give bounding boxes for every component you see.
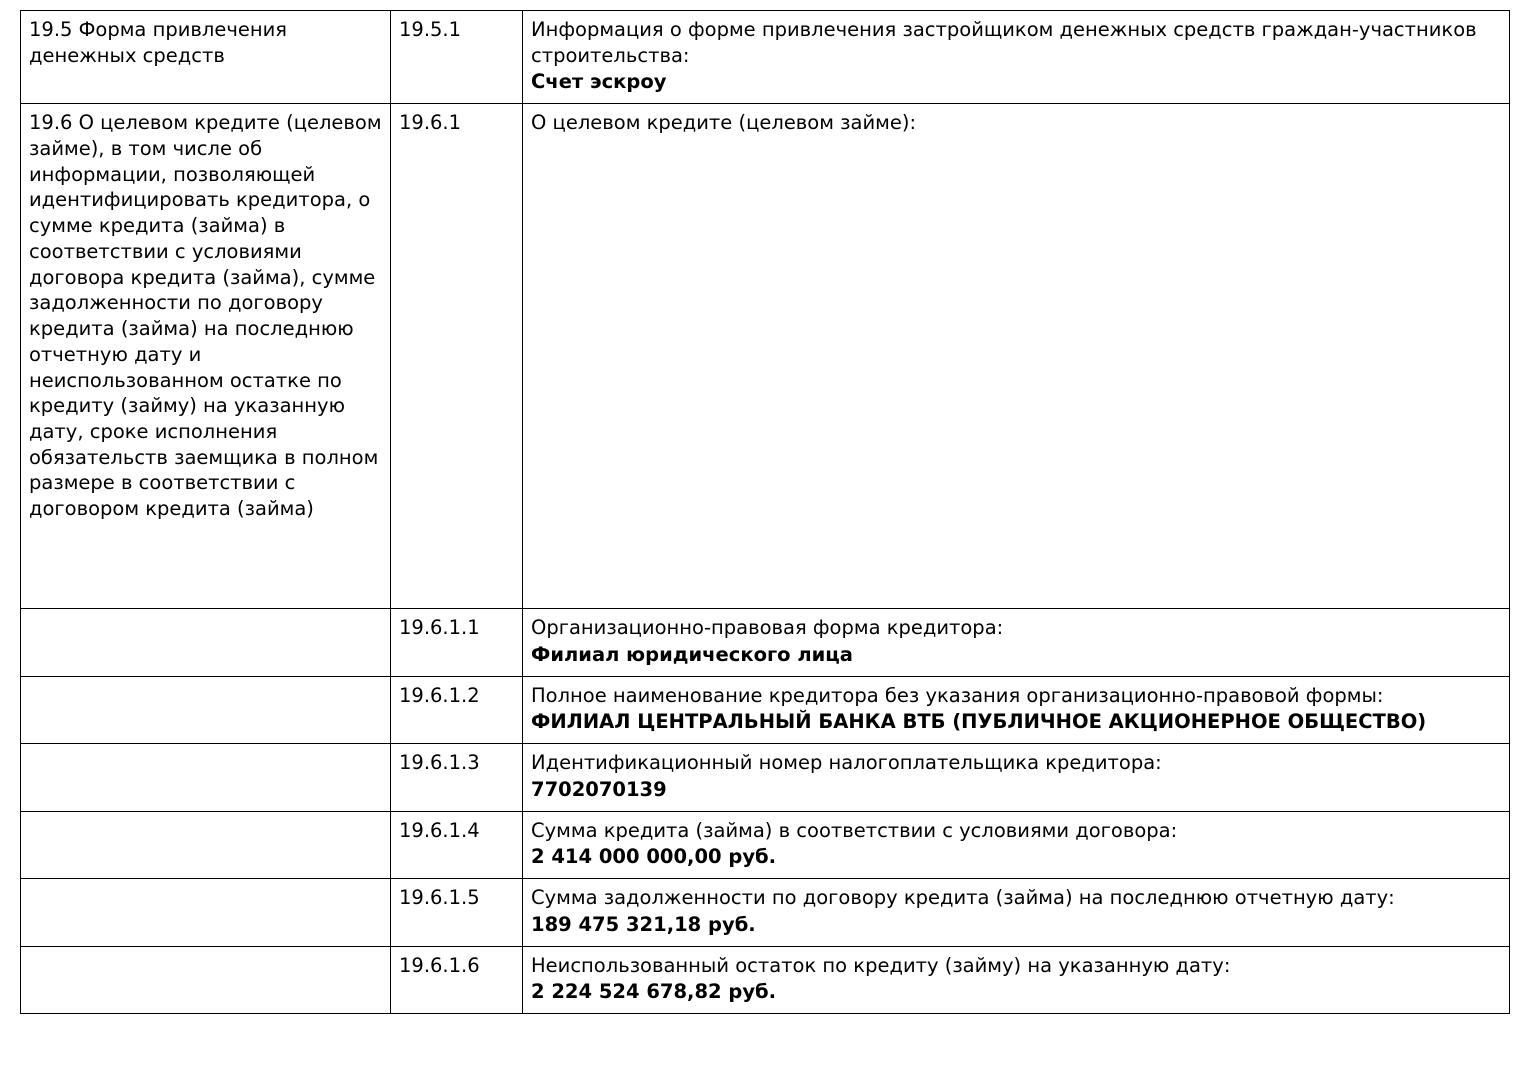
row-label-empty-2 [21,676,391,743]
row-label-19-6: 19.6 О целевом кредите (целевом займе), в том числе об информации, позволяющей идентифицировать кредитора, о сумме кредита (займа) в соответствии с условиями договора кредита (займа), сумме задолженности по договору кредита (займа) на последнюю отчетную дату и неиспользованном остатке по кредиту (займу) на указанную дату, сроке исполнения обязательств заемщика в полном размере в соответствии с договором кредита (займа) [21,104,391,609]
row-number-19-6-1-5: 19.6.1.5 [391,879,523,946]
table-row [21,879,1510,946]
row-content-19-6-1-1 [523,609,1510,676]
row-caption: О целевом кредите (целевом займе): [531,111,917,135]
row-label-empty-5 [21,879,391,946]
row-label-19-5: 19.5 Форма привлечения денежных средств [21,11,391,104]
row-value: 2 414 000 000,00 руб. [531,845,777,869]
table-row [21,104,1510,609]
project-declaration-table [20,10,1510,1014]
table-row [21,811,1510,878]
row-caption: Сумма задолженности по договору кредита (займа) на последнюю отчетную дату: [531,886,1395,910]
row-number-19-6-1: 19.6.1 [391,104,523,609]
table-row [21,609,1510,676]
row-caption: Полное наименование кредитора без указания организационно-правовой формы: [531,683,1384,707]
row-content-19-6-1-3 [523,744,1510,811]
table-row [21,744,1510,811]
row-value: Филиал юридического лица [531,642,853,666]
row-caption: Идентификационный номер налогоплательщика кредитора: [531,751,1162,775]
row-label-empty-1 [21,609,391,676]
row-number-19-5-1: 19.5.1 [391,11,523,104]
table-row [21,11,1510,104]
row-value: 7702070139 [531,777,667,801]
row-content-19-6-1-4 [523,811,1510,878]
row-caption: Организационно-правовая форма кредитора: [531,616,1004,640]
row-caption: Информация о форме привлечения застройщиком денежных средств граждан-участников строительства: [531,18,1477,67]
row-number-19-6-1-2: 19.6.1.2 [391,676,523,743]
table-row [21,946,1510,1013]
row-content-19-6-1-5 [523,879,1510,946]
row-label-empty-4 [21,811,391,878]
row-value: Счет эскроу [531,70,667,94]
row-content-19-6-1-6 [523,946,1510,1013]
row-label-empty-3 [21,744,391,811]
row-number-19-6-1-3: 19.6.1.3 [391,744,523,811]
row-content-19-6-1 [523,104,1510,609]
row-number-19-6-1-4: 19.6.1.4 [391,811,523,878]
row-value: 2 224 524 678,82 руб. [531,980,777,1004]
row-value: 189 475 321,18 руб. [531,912,756,936]
row-caption: Неиспользованный остаток по кредиту (займу) на указанную дату: [531,953,1231,977]
row-number-19-6-1-1: 19.6.1.1 [391,609,523,676]
table-row [21,676,1510,743]
row-value: ФИЛИАЛ ЦЕНТРАЛЬНЫЙ БАНКА ВТБ (ПУБЛИЧНОЕ АКЦИОНЕРНОЕ ОБЩЕСТВО) [531,710,1427,734]
row-caption: Сумма кредита (займа) в соответствии с условиями договора: [531,818,1178,842]
row-number-19-6-1-6: 19.6.1.6 [391,946,523,1013]
row-content-19-6-1-2 [523,676,1510,743]
row-content-19-5-1 [523,11,1510,104]
row-label-empty-6 [21,946,391,1013]
